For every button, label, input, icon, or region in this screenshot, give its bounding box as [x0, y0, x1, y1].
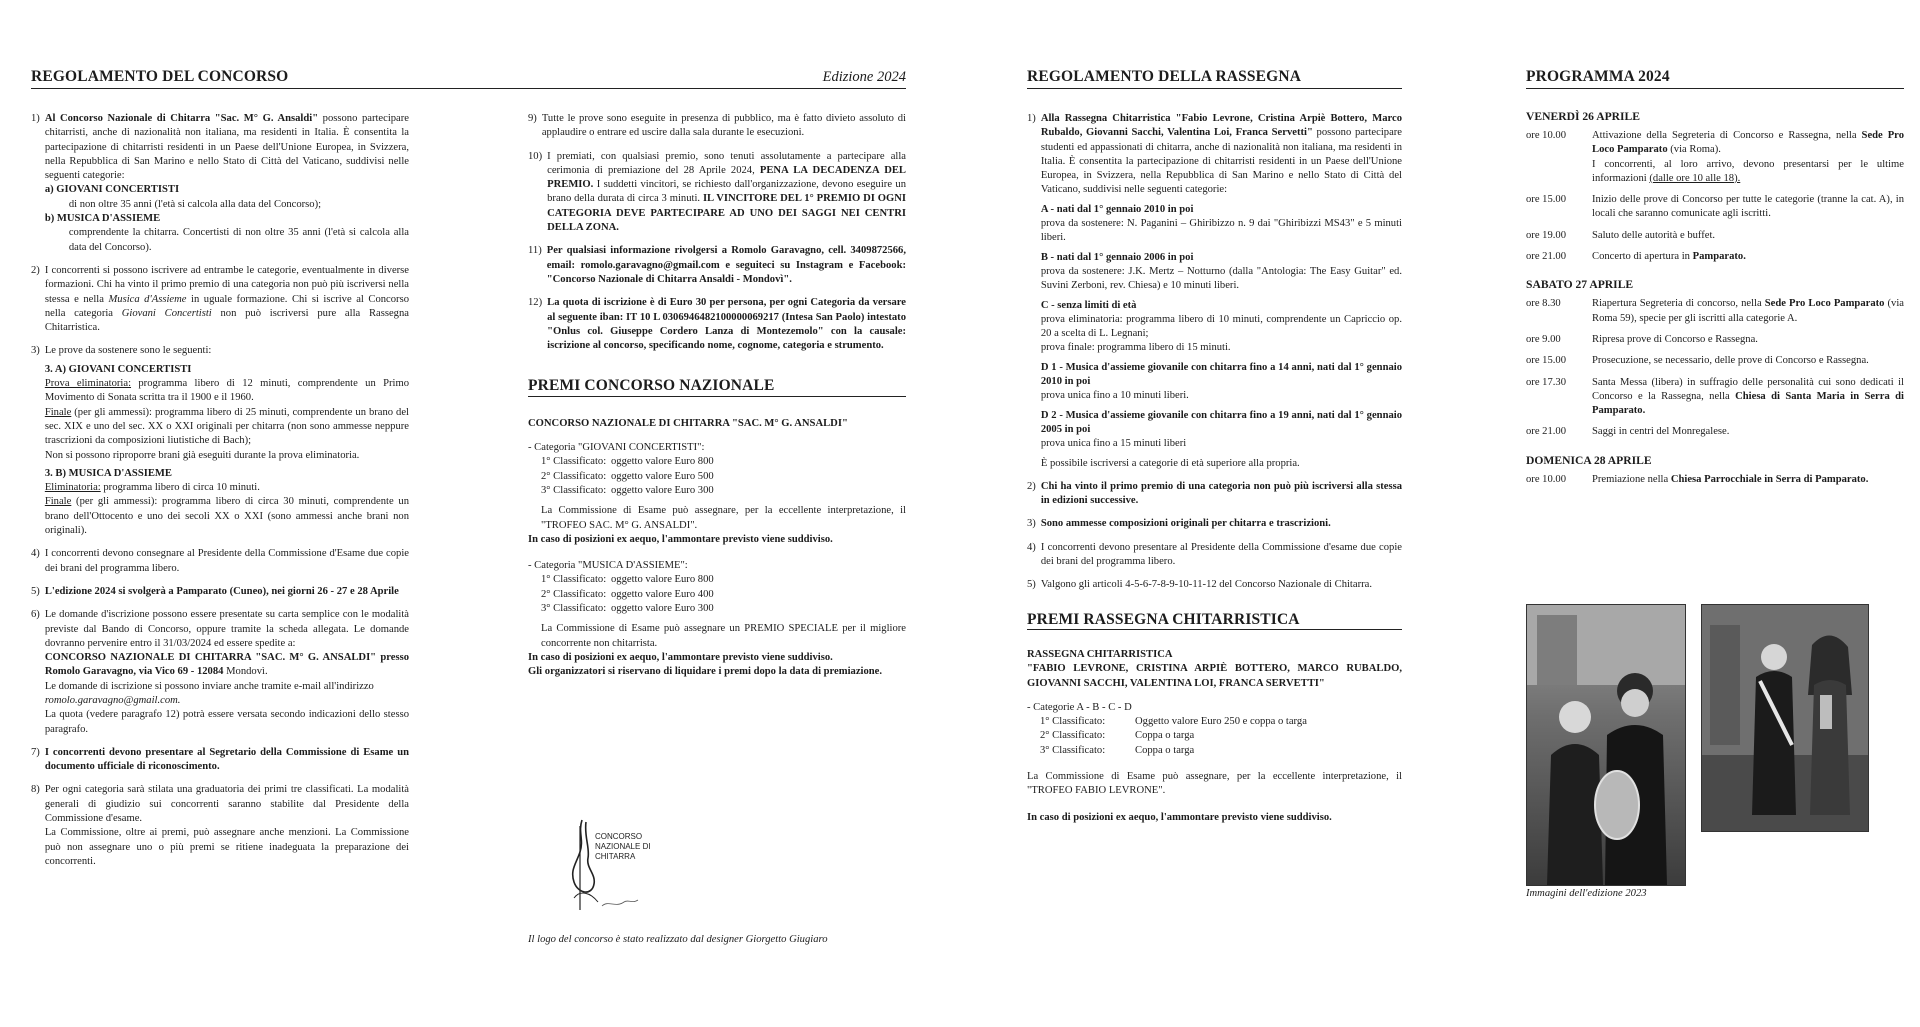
- schedule-row: ore 21.00 Concerto di apertura in Pamparato.: [1526, 251, 1746, 263]
- rassegna-rule-2: 2) Chi ha vinto il primo premio di una categoria non può più iscriversi alla stessa in edizioni successive.: [1027, 480, 1402, 507]
- photo-award-image-icon: [1527, 605, 1685, 885]
- logo-text: CONCORSO NAZIONALE DI CHITARRA: [595, 832, 651, 861]
- concorso-rules-left: [31, 112, 409, 878]
- schedule-row: ore 21.00 Saggi in centri del Monregalese.: [1526, 426, 1730, 438]
- schedule-row: ore 8.30 Riapertura Segreteria di concorso, nella Sede Pro Loco Pamparato (via Roma 59), specie per gli iscritti alla categorie A.: [1526, 298, 1904, 324]
- schedule-row: ore 15.00 Prosecuzione, se necessario, delle prove di Concorso e Rassegna.: [1526, 355, 1869, 367]
- photo-2023-ceremony: [1701, 604, 1869, 832]
- rule-10: 10) I premiati, con qualsiasi premio, sono tenuti assolutamente a partecipare alla cerimonia di premiazione del 28 Aprile 2024, PENA LA DECADENZA DEL PREMIO. I suddetti vincitori, se richiesto dall'organizzazione, devono eseguire un brano della durata di circa 3 minuti. IL VINCITORE DEL 1° PREMIO DI OGNI CATEGORIA DEVE PARTECIPARE AD UNO DEI SAGGI NEI CENTRI DELLA ZONA.: [528, 150, 906, 234]
- logo-caption: Il logo del concorso è stato realizzato dal designer Giorgetto Giugiaro: [528, 934, 828, 945]
- rule-7: 7) I concorrenti devono presentare al Segretario della Commissione di Esame un documento ufficiale di riconoscimento.: [31, 746, 409, 773]
- category-b: b) MUSICA D'ASSIEME: [44, 213, 161, 225]
- rule-11: 11) Per qualsiasi informazione rivolgersi a Romolo Garavagno, cell. 3409872566, email: romolo.garavagno@gmail.com e seguiteci su Instagram e Facebook: "Concorso Nazionale di Chitarra Ansaldi - Mondovì".: [528, 245, 906, 285]
- rassegna-rule-1: 1) Alla Rassegna Chitarristica "Fabio Levrone, Cristina Arpiè Bottero, Marco Rubaldo, Giovanni Sacchi, Valentina Loi, Franca Servetti" possono partecipare studenti ed appassionati di chitarra, anche di nazionalità non italiana, ma residenti in Italia. È consentita la partecipazione di chitarristi residenti in un Paese dell'Unione Europea, in Svizzera, nella Repubblica di San Marino e nello Stato di Città del Vaticano, suddivisi nelle seguenti categorie: A - nati dal 1° gennaio 2010 in poi prova da sostenere: N. Paganini – Ghiribizzo n. 9 dai "Ghiribizzi MS43" e 5 minuti liberi. B - nati dal 1° gennaio 2006 in poi prova da sostenere: J.K. Mertz – Notturno (dalla "Antologia: The Easy Guitar" ed. Suvini Zerboni, rev. Chiesa) e 10 minuti liberi. C - senza limiti di età prova eliminatoria: programma libero di 10 minuti, comprendente un Capriccio op. 20 a scelta di L. Legnani; prova finale: programma libero di 15 minuti. D 1 - Musica d'assieme giovanile con chitarra fino a 14 anni, nati dal 1° gennaio 2010 in poi prova unica fino a 10 minuti liberi. D 2 - Musica d'assieme giovanile con chitarra fino a 19 anni, nati dal 1° gennaio 2005 in poi prova unica fino a 15 minuti liberi È possibile iscriversi a categorie di età superiore alla propria.: [1027, 113, 1403, 469]
- concorso-logo: [568, 818, 678, 918]
- concorso-header: [31, 66, 906, 89]
- rule-12: 12) La quota di iscrizione è di Euro 30 per persona, per ogni Categoria da versare al seguente iban: IT 10 L 0306946482100000069217 (Intesa San Paolo) intestato "Onlus col. Giuseppe Cordero Lanza di Montezemolo" con la causale: iscrizione al concorso, specificando nome, cognome, categoria e strumento.: [528, 297, 906, 352]
- schedule-row: ore 17.30 Santa Messa (libera) in suffragio delle personalità cui sono dedicati il Concorso e la Rassegna, nella Chiesa di Santa Maria in Serra di Pamparato.: [1526, 376, 1904, 417]
- rassegna-rule-5: 5) Valgono gli articoli 4-5-6-7-8-9-10-11-12 del Concorso Nazionale di Chitarra.: [1027, 579, 1372, 591]
- schedule-row: ore 9.00 Ripresa prove di Concorso e Rassegna.: [1526, 333, 1758, 345]
- rule-3: 3) Le prove da sostenere sono le seguenti: 3. A) GIOVANI CONCERTISTI Prova eliminatoria: programma libero di 12 minuti, comprendente un Primo Movimento di Sonata scritta tra il 1900 e il 1960. Finale (per gli ammessi): programma libero di 25 minuti, comprendente un brano del sec. XIX e uno del sec. XX o XXI originali per chitarra (non sono ammesse neppure trascrizioni da composizioni liutistiche di Bach); Non si possono riproporre brani già eseguiti durante la prova eliminatoria. 3. B) MUSICA D'ASSIEME Eliminatoria: programma libero di circa 10 minuti. Finale (per gli ammessi): programma libero di circa 30 minuti, comprendente un brano dell'Ottocento e uno dei secoli XX o XXI (sono ammessi anche brani non originali).: [31, 345, 410, 537]
- day-saturday: SABATO 27 APRILE: [1526, 278, 1634, 292]
- rule-9: 9) Tutte le prove sono eseguite in presenza di pubblico, ma è fatto divieto assoluto di applaudire o entrare ed uscire dalla sala durante le esecuzioni.: [528, 113, 906, 139]
- rule-2: 2) I concorrenti si possono iscrivere ad entrambe le categorie, eventualmente in diverse formazioni. Chi ha vinto il primo premio di una categoria non può più iscriversi nella stessa e nella Musica d'Assieme in uguale formazione. Chi si iscrive al Concorso nella categoria Giovani Concertisti non può iscriversi pure alla Rassegna Chitarristica.: [31, 264, 409, 334]
- photo-caption: Immagini dell'edizione 2023: [1526, 888, 1647, 899]
- premi-concorso-title: PREMI CONCORSO NAZIONALE: [528, 379, 906, 396]
- schedule: [1526, 96, 1904, 494]
- rassegna-rule-3: 3) Sono ammesse composizioni originali per chitarra e trascrizioni.: [1027, 518, 1331, 530]
- prize-list-2: 1° Classificato: oggetto valore Euro 800 2° Classificato: oggetto valore Euro 400 3° Classificato: oggetto valore Euro 300 La Commissione di Esame può assegnare un PREMIO SPECIALE per il migliore concorrente non chitarrista.: [541, 574, 906, 649]
- programma-header: [1526, 66, 1904, 89]
- schedule-row: ore 10.00 Attivazione della Segreteria di Concorso e Rassegna, nella Sede Pro Loco Pamparato (via Roma). I concorrenti, al loro arrivo, devono presentarsi per le ultime informazioni (dalle ore 10 alle 18).: [1526, 130, 1904, 184]
- prize-list-1: 1° Classificato: oggetto valore Euro 800 2° Classificato: oggetto valore Euro 500 3° Classificato: oggetto valore Euro 300 La Commissione di Esame può assegnare, per la eccellente interpretazione, il "TROFEO SAC. M° G. ANSALDI".: [541, 456, 906, 531]
- rule-1: 1) Al Concorso Nazionale di Chitarra "Sac. M° G. Ansaldi" possono partecipare chitarristi, anche di nazionalità non italiana, ma residenti in Italia. È consentita la partecipazione di chitarristi residenti in un Paese dell'Unione Europea, in Svizzera, nella Repubblica di San Marino e nello Stato di Città del Vaticano, suddivisi nelle seguenti categorie: a) GIOVANI CONCERTISTI di non oltre 35 anni (l'età si calcola alla data del Concorso); b) MUSICA D'ASSIEME comprendente la chitarra. Concertisti di non oltre 35 anni (l'età si calcola alla data del Concorso).: [31, 113, 409, 253]
- schedule-row: ore 10.00 Premiazione nella Chiesa Parrocchiale in Serra di Pamparato.: [1526, 473, 1869, 485]
- schedule-row: ore 19.00 Saluto delle autorità e buffet.: [1526, 229, 1716, 241]
- day-friday: VENERDÌ 26 APRILE: [1526, 110, 1641, 123]
- premi-concorso-subtitle: CONCORSO NAZIONALE DI CHITARRA "SAC. M° G. ANSALDI": [528, 417, 848, 429]
- concorso-title: REGOLAMENTO DEL CONCORSO: [31, 68, 289, 85]
- concorso-rules-right: 9) Tutte le prove sono eseguite in presenza di pubblico, ma è fatto divieto assoluto di applaudire o entrare ed uscire dalla sala durante le esecuzioni. 10) I premiati, con qualsiasi premio, sono tenuti assolutamente a partecipare alla cerimonia di premiazione del 28 Aprile 2024, PENA LA DECADENZA DEL PREMIO. I suddetti vincitori, se richiesto dall'organizzazione, devono eseguire un brano della durata di circa 3 minuti. IL VINCITORE DEL 1° PREMIO DI OGNI CATEGORIA DEVE PARTECIPARE AD UNO DEI SAGGI NEI CENTRI DELLA ZONA. 11) Per qualsiasi informazione rivolgersi a Romolo Garavagno, cell. 3409872566, email: romolo.garavagno@gmail.com e seguiteci su Instagram e Facebook: "Concorso Nazionale di Chitarra Ansaldi - Mondovì". 12) La quota di iscrizione è di Euro 30 per persona, per ogni Categoria da versare al seguente iban: IT 10 L 0306946482100000069217 (Intesa San Paolo) intestato "Onlus col. Giuseppe Cordero Lanza di Montezemolo" con la causale: iscrizione al concorso, specificando nome, cognome, categoria e strumento. PREMI CONCORSO NAZIONALE CONCORSO NAZIONALE DI CHITARRA "SAC. M° G. ANSALDI" - Categoria "GIOVANI CONCERTISTI": 1° Classificato: oggetto valore Euro 800 2° Classificato: oggetto valore Euro 500 3° Classificato: oggetto valore Euro 300 La Commissione di Esame può assegnare, per la eccellente interpretazione, il "TROFEO SAC. M° G. ANSALDI". In caso di posizioni ex aequo, l'ammontare previsto viene suddiviso. - Categoria "MUSICA D'ASSIEME": 1° Classificato: oggetto valore Euro 800 2° Classificato: oggetto valore Euro 400 3° Classificato: oggetto valore Euro 300 La Commissione di Esame può assegnare un PREMIO SPECIALE per il migliore concorrente non chitarrista. In caso di posizioni ex aequo, l'ammontare previsto viene suddiviso. Gli organizzatori si riservano di liquidare i premi dopo la data di premiazione.: [528, 113, 906, 678]
- rassegna-prize-list: 1° Classificato: Oggetto valore Euro 250 e coppa o targa 2° Classificato: Coppa o targa 3° Classificato: Coppa o targa: [1040, 716, 1307, 756]
- schedule-row: ore 15.00 Inizio delle prove di Concorso per tutte le categorie (tranne la cat. A), in locali che saranno comunicate agli iscritti.: [1526, 194, 1904, 220]
- prize-category-1: - Categoria "GIOVANI CONCERTISTI":: [528, 442, 705, 454]
- rule-5: 5) L'edizione 2024 si svolgerà a Pamparato (Cuneo), nei giorni 26 - 27 e 28 Aprile: [31, 585, 399, 597]
- premi-rassegna-title: PREMI RASSEGNA CHITARRISTICA: [1027, 613, 1402, 630]
- rassegna-rule-4: 4) I concorrenti devono presentare al Presidente della Commissione d'esame due copie dei brani del programma libero.: [1027, 541, 1402, 568]
- photo-2023-award: [1526, 604, 1686, 886]
- photo-ceremony-image-icon: [1702, 605, 1868, 831]
- rassegna-rules: 1) Alla Rassegna Chitarristica "Fabio Levrone, Cristina Arpiè Bottero, Marco Rubaldo, Giovanni Sacchi, Valentina Loi, Franca Servetti" possono partecipare studenti ed appassionati di chitarra, anche di nazionalità non italiana, ma residenti in Italia. È consentita la partecipazione di chitarristi residenti in un Paese dell'Unione Europea, in Svizzera, nella Repubblica di San Marino e nello Stato di Città del Vaticano, suddivisi nelle seguenti categorie: A - nati dal 1° gennaio 2010 in poi prova da sostenere: N. Paganini – Ghiribizzo n. 9 dai "Ghiribizzi MS43" e 5 minuti liberi. B - nati dal 1° gennaio 2006 in poi prova da sostenere: J.K. Mertz – Notturno (dalla "Antologia: The Easy Guitar" ed. Suvini Zerboni, rev. Chiesa) e 10 minuti liberi. C - senza limiti di età prova eliminatoria: programma libero di 10 minuti, comprendente un Capriccio op. 20 a scelta di L. Legnani; prova finale: programma libero di 15 minuti. D 1 - Musica d'assieme giovanile con chitarra fino a 14 anni, nati dal 1° gennaio 2010 in poi prova unica fino a 10 minuti liberi. D 2 - Musica d'assieme giovanile con chitarra fino a 19 anni, nati dal 1° gennaio 2005 in poi prova unica fino a 15 minuti liberi È possibile iscriversi a categorie di età superiore alla propria. 2) Chi ha vinto il primo premio di una categoria non può più iscriversi alla stessa in edizioni successive. 3) Sono ammesse composizioni originali per chitarra e trascrizioni. 4) I concorrenti devono presentare al Presidente della Commissione d'esame due copie dei brani del programma libero. 5) Valgono gli articoli 4-5-6-7-8-9-10-11-12 del Concorso Nazionale di Chitarra. PREMI RASSEGNA CHITARRISTICA RASSEGNA CHITARRISTICA "FABIO LEVRONE, CRISTINA ARPIÈ BOTTERO, MARCO RUBALDO, GIOVANNI SACCHI, VALENTINA LOI, FRANCA SERVETTI" - Categorie A - B - C - D 1° Classificato: Oggetto valore Euro 250 e coppa o targa 2° Classificato: Coppa o targa 3° Classificato: Coppa o targa La Commissione di Esame può assegnare, per la eccellente interpretazione, il "TROFEO FABIO LEVRONE". In caso di posizioni ex aequo, l'ammontare previsto viene suddiviso.: [1027, 113, 1403, 823]
- rule-6: 6) Le domande d'iscrizione possono essere presentate su carta semplice con le modalità previste dal Bando di Concorso, oppure tramite la scheda allegata. Le domande dovranno pervenire entro il 31/03/2024 ed essere spedite a: CONCORSO NAZIONALE DI CHITARRA "SAC. M° G. ANSALDI" presso Romolo Garavagno, via Vico 69 - 12084 Mondovì. Le domande di iscrizione si possono inviare anche tramite e-mail all'indirizzo romolo.garavagno@gmail.com. La quota (vedere paragrafo 12) potrà essere versata secondo indicazioni dello stesso paragrafo.: [31, 609, 409, 735]
- rassegna-title: REGOLAMENTO DELLA RASSEGNA: [1027, 68, 1302, 85]
- programma-title: PROGRAMMA 2024: [1526, 68, 1670, 85]
- edition-label: Edizione 2024: [822, 69, 906, 85]
- prize-category-2: - Categoria "MUSICA D'ASSIEME":: [528, 560, 688, 572]
- rule-8: 8) Per ogni categoria sarà stilata una graduatoria dei primi tre classificati. La modalità generali di giudizio sui concorrenti saranno stabilite dal Presidente della Commissione d'esame. La Commissione, oltre ai premi, può assegnare anche menzioni. La Commissione può non assegnare uno o più premi se ritiene inadeguata la preparazione dei concorrenti.: [31, 784, 409, 867]
- rule-4: 4) I concorrenti devono consegnare al Presidente della Commissione d'Esame due copie dei brani del programma libero.: [31, 548, 409, 574]
- category-a: a) GIOVANI CONCERTISTI: [44, 184, 180, 196]
- email-link[interactable]: romolo.garavagno@gmail.com.: [44, 694, 181, 706]
- rassegna-header: [1027, 66, 1402, 89]
- day-sunday: DOMENICA 28 APRILE: [1526, 453, 1652, 467]
